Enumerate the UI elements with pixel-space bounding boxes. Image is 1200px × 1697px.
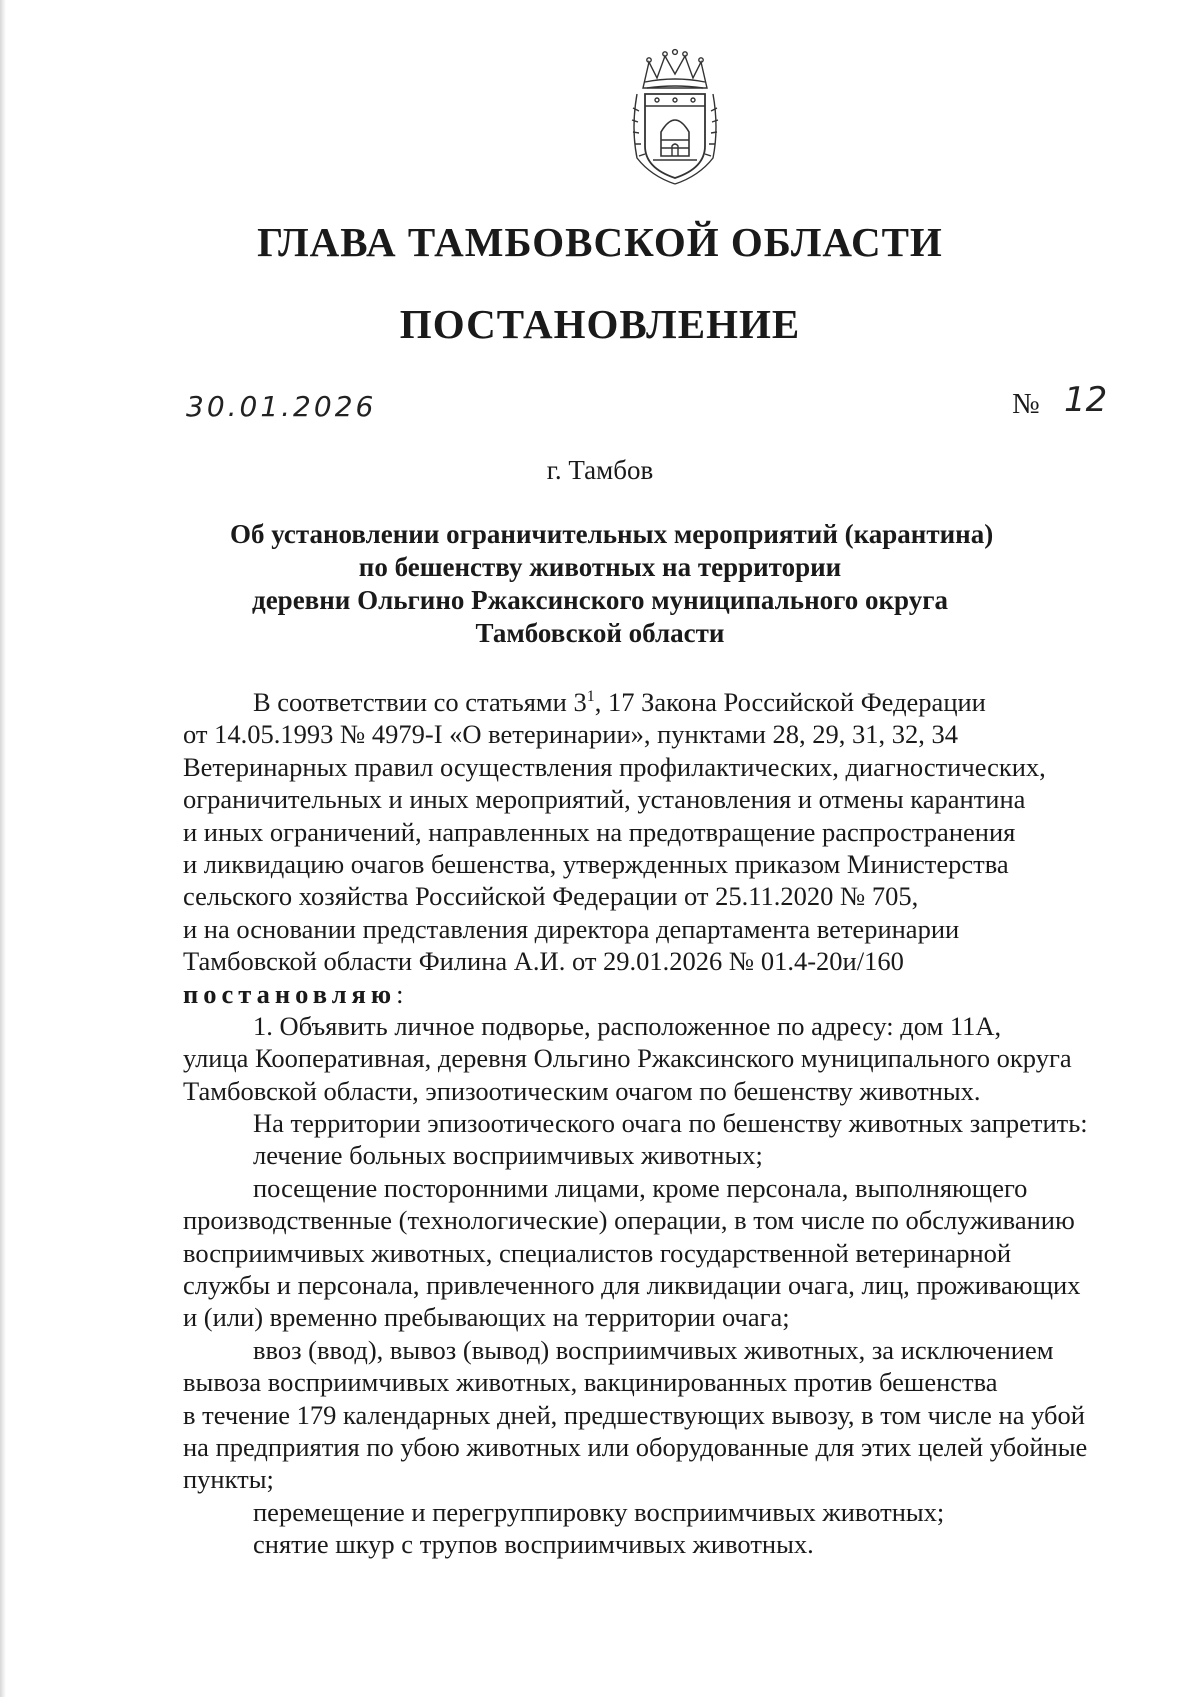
resolve-line [183,978,1163,1010]
authority-heading: ГЛАВА ТАМБОВСКОЙ ОБЛАСТИ [257,219,943,265]
resolve-colon: : [396,978,404,1009]
preamble-line: и иных ограничений, направленных на предотвращение распространения [183,816,1016,847]
handwritten-date: 30.01.2026 [186,390,377,423]
prohibitions-intro: На территории эпизоотического очага по бешенству животных запретить: [253,1108,1088,1139]
subject-line: Об установлении ограничительных мероприятий (карантина) [230,519,994,549]
document-body [183,686,1163,1561]
prohibition-line: в течение 179 календарных дней, предшествующих вывозу, в том числе на убой [183,1399,1085,1430]
preamble-line: ограничительных и иных мероприятий, установления и отмены карантина [183,784,1026,815]
subject-line: Тамбовской области [475,618,725,648]
article-superscript: 1 [586,688,595,706]
item-line: улица Кооперативная, деревня Ольгино Ржаксинского муниципального округа [183,1043,1072,1074]
prohibition-line: посещение посторонними лицами, кроме персонала, выполняющего [253,1172,1028,1203]
preamble-line: Тамбовской области Филина А.И. от 29.01.2026 № 01.4-20и/160 [183,946,904,977]
subject-line: деревни Ольгино Ржаксинского муниципального округа [252,585,948,615]
preamble-line: сельского хозяйства Российской Федерации от 25.11.2020 № 705, [183,881,919,912]
prohibition-line: пункты; [183,1464,274,1495]
prohibition-line: ввоз (ввод), вывоз (вывод) восприимчивых животных, за исключением [253,1334,1054,1365]
preamble-line: и на основании представления директора департамента ветеринарии [183,913,960,944]
prohibition-line: перемещение и перегруппировку восприимчивых животных; [253,1496,945,1527]
document-type-heading: ПОСТАНОВЛЕНИЕ [399,301,801,347]
subject-line: по бешенству животных на территории [358,552,842,582]
number-label: № [1012,388,1040,420]
prohibition-line: и (или) временно пребывающих на территории очага; [183,1302,790,1333]
resolve-word: постановляю [183,978,397,1009]
city-line: г. Тамбов [546,455,654,485]
prohibition-line: лечение больных восприимчивых животных; [253,1140,763,1171]
prohibition-line: службы и персонала, привлеченного для ликвидации очага, лиц, проживающих [183,1270,1081,1301]
preamble-line [183,686,1163,718]
preamble-text: В соответствии со статьями 3 [253,687,587,717]
prohibition-line: производственные (технологические) операции, в том числе по обслуживанию [183,1205,1075,1236]
prohibition-line: вывоза восприимчивых животных, вакцинированных против бешенства [183,1367,998,1398]
prohibition-line: на предприятия по убою животных или оборудованные для этих целей убойные [183,1431,1088,1462]
handwritten-number: 12 [1064,380,1108,420]
item-line: Тамбовской области, эпизоотическим очагом по бешенству животных. [183,1075,981,1106]
prohibition-line: восприимчивых животных, специалистов государственной ветеринарной [183,1237,1012,1268]
preamble-line: от 14.05.1993 № 4979-I «О ветеринарии», пунктами 28, 29, 31, 32, 34 [183,719,959,750]
preamble-text: , 17 Закона Российской Федерации [594,687,986,717]
prohibition-line: снятие шкур с трупов восприимчивых животных. [253,1529,814,1560]
document-subject [230,518,994,650]
preamble-line: и ликвидацию очагов бешенства, утвержденных приказом Министерства [183,848,1009,879]
preamble-line: Ветеринарных правил осуществления профилактических, диагностических, [183,751,1046,782]
coat-of-arms-icon [623,48,727,188]
item-line: 1. Объявить личное подворье, расположенное по адресу: дом 11А, [253,1010,1002,1041]
